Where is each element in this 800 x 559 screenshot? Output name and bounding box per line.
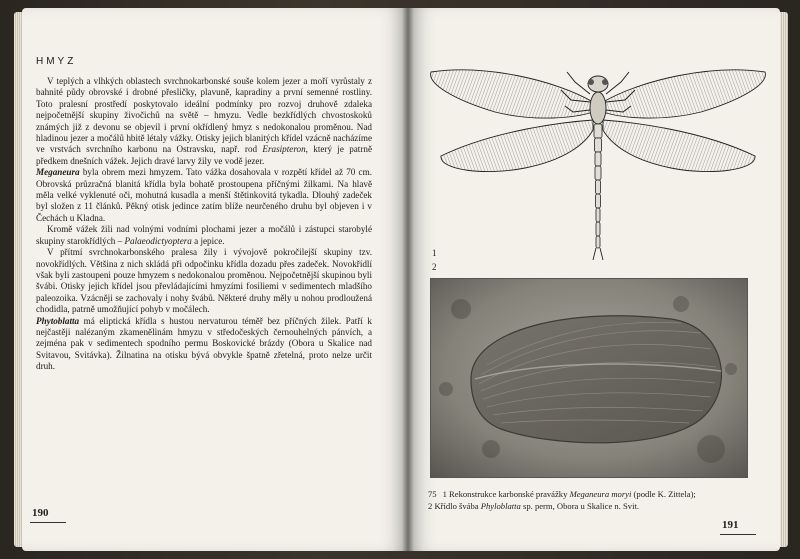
caption-line-2-suffix: sp. perm, Obora u Skalice n. Svit. xyxy=(520,501,640,511)
figure-label-2: 2 xyxy=(432,262,437,272)
page-number-rule-left xyxy=(30,522,66,523)
caption-line-1-prefix: 1 Rekonstrukce karbonské pravážky xyxy=(442,489,570,499)
page-number-rule-right xyxy=(720,534,756,535)
body-paragraph xyxy=(36,224,372,247)
paragraph-text: V přítmí svrchnokarbonského pralesa žily i vývojově pokročilejší skupiny tzv. novokřídlých. Většina z nich skládá při odpočinku křídla dozadu přes zadeček. Novokřídlí však byli zastoupeni pouze hmyzem s nedokonalou proměnou. Nejpočetnější skupinou byli švábi. Otisky jejich křídel jsou převládajícími hmyzími fosiliemi v sedimentech mladšího paleozoika. Vzácněji se zachovaly i nohy švábů. Některé druhy měly u nohou prodloužená chodidla, patrně umožňující pohyb v močálech. xyxy=(36,247,372,315)
book-gutter xyxy=(402,8,414,551)
paragraph-text: a jepice. xyxy=(191,235,225,246)
page-number-right: 191 xyxy=(722,519,739,531)
caption-figure-number: 75 xyxy=(428,489,437,499)
body-paragraph xyxy=(36,247,372,315)
body-paragraph xyxy=(36,76,372,167)
figure-caption xyxy=(428,488,746,512)
body-text xyxy=(36,76,372,373)
meganeura-illustration xyxy=(425,60,770,270)
caption-line-2-prefix: 2 Křídlo švába xyxy=(428,501,481,511)
wing-upper-right xyxy=(603,70,765,118)
genus-term: Meganeura xyxy=(36,167,80,178)
paragraph-text: V teplých a vlhkých oblastech svrchnokarbonské souše kolem jezer a moří vyrůstaly z bahnité půdy obrovské i drobné přesličky, plavuně, kapradiny a první semenné rostliny. Toto pralesní prostředí poskytovalo ideální podmínky pro rozvoj druhově zdaleka nejpočetnější skupiny živočichů na světě – hmyzu. Vedle bezkřídlých chvostoskoků známých již z devonu se objevil i první okřídlený hmyz s nedokonalou proměnou. Nad hladinou jezer a močálů hbitě létaly vážky. Otisky jejich blanitých křídel vzácně nacházíme ve vrstvách svrchního karbonu na Ostravsku, např. rod xyxy=(36,76,372,155)
paragraph-text: má eliptická křídla s hustou nervaturou téměř bez příčných žilek. Patří k nejčastěji nalézaným zkamenělinám hmyzu v středočeských černouhelných pánvích, a zejména pak v sedimentech spodního permu Boskovické brázdy (Obora u Skalice nad Svitavou, Svitávka). Žilnatina na otisku bývá obvykle špatně zřetelná, proto nelze určit druh. xyxy=(36,315,372,372)
caption-line-2 xyxy=(428,500,746,512)
wing-lower-right xyxy=(603,120,755,172)
chapter-heading: HMYZ xyxy=(36,56,77,67)
page-number-left: 190 xyxy=(32,507,49,519)
genus-term: Phytoblatta xyxy=(36,315,80,326)
fossil-wing-photo xyxy=(430,278,748,478)
wing-lower-left xyxy=(441,120,593,172)
body-paragraph xyxy=(36,167,372,224)
caption-line-2-genus: Phyloblatta xyxy=(480,501,521,511)
latin-term: Erasipteron xyxy=(262,144,306,155)
wing-upper-left xyxy=(431,70,593,118)
paragraph-text: byla obrem mezi hmyzem. Tato vážka dosahovala v rozpětí křídel až 70 cm. Obrovská průzračná blanitá křídla byla bohatě prostoupena příčnými žilkami. Na hlavě měla velké vyklenuté oči, mohutná kusadla a menší štětinkovitá tykadla. Dlouhý zadeček byl složen z 11 článků. Pěkný otisk jedince zatím blíže neurčeného druhu byl objeven i v Čechách u Kladna. xyxy=(36,167,372,223)
paragraph-text: Kromě vážek žili nad volnými vodními plochami jezer a močálů i zástupci starobylé skupiny starokřídlých – xyxy=(36,224,372,246)
caption-line-1-suffix: (podle K. Zittela); xyxy=(631,489,696,499)
paragraph-text: , který je patrně předkem dnešních vážek. Jejich dravé larvy žily ve vodě jezer. xyxy=(36,144,372,166)
body-paragraph xyxy=(36,316,372,373)
latin-term: Palaeodictyoptera xyxy=(124,235,192,246)
figure-label-1: 1 xyxy=(432,248,437,258)
page-edges-right xyxy=(779,12,788,547)
caption-line-1 xyxy=(428,488,746,500)
caption-line-1-species: Meganeura moryi xyxy=(569,489,632,499)
